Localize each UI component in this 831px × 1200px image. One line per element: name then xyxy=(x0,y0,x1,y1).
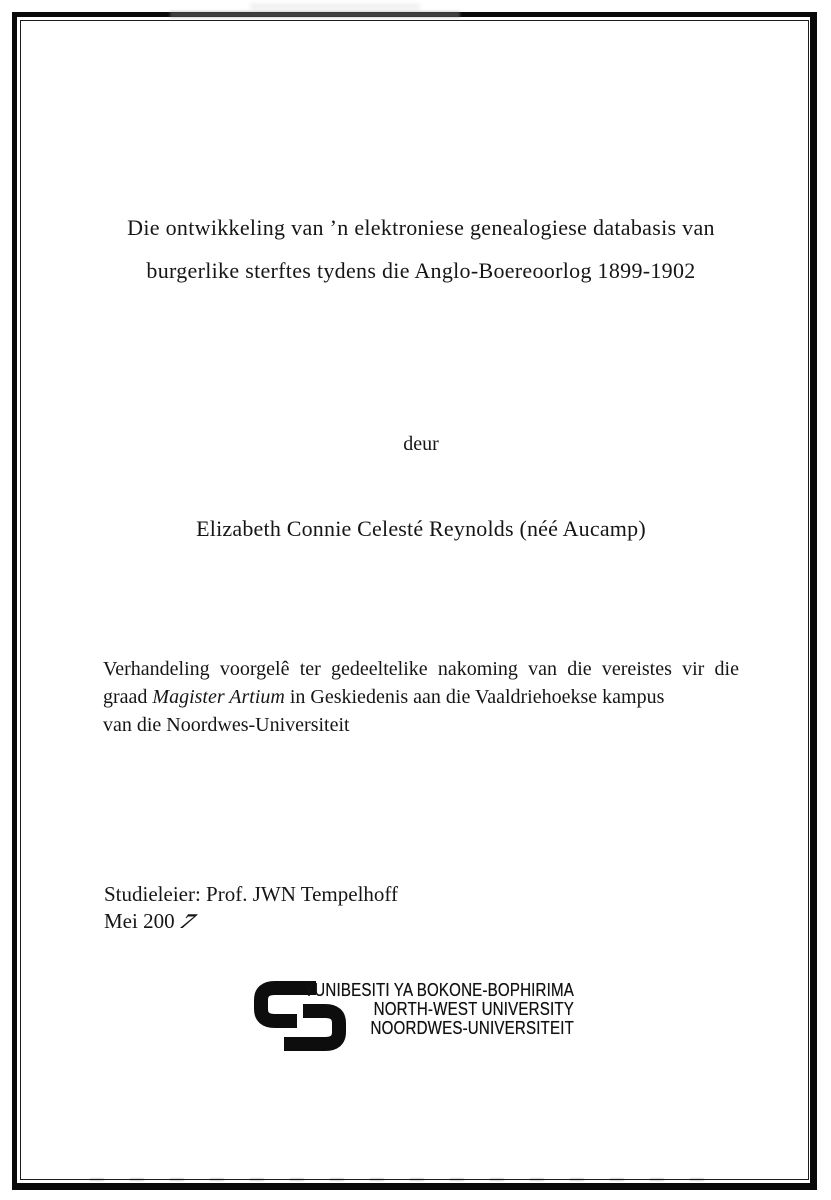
degree-name-italic: Magister Artium xyxy=(152,686,285,708)
degree-statement xyxy=(103,655,739,739)
thesis-title-line-2: burgerlike sterftes tydens die Anglo-Boereoorlog 1899-1902 xyxy=(146,258,696,283)
date-line xyxy=(104,908,604,935)
logo-line-english: NORTH-WEST UNIVERSITY xyxy=(373,999,574,1019)
footer-block xyxy=(104,881,604,935)
thesis-title xyxy=(76,206,766,292)
degree-statement-line-1: Verhandeling voorgelê ter gedeeltelike nakoming van die vereistes vir die xyxy=(103,658,739,680)
supervisor-line: Studieleier: Prof. JWN Tempelhoff xyxy=(104,882,399,906)
date-prefix: Mei 200 xyxy=(104,909,175,933)
scan-artifact xyxy=(170,11,460,18)
degree-statement-line-2-prefix: graad xyxy=(103,686,153,708)
university-logo-text xyxy=(244,981,574,1038)
date-last-digit: 7 xyxy=(173,909,202,933)
logo-line-setswana: YUNIBESITI YA BOKONE-BOPHIRIMA xyxy=(304,980,574,1000)
degree-statement-line-2 xyxy=(103,683,739,711)
thesis-title-line-1: Die ontwikkeling van ’n elektroniese genealogiese databasis van xyxy=(127,215,715,240)
degree-statement-line-3: van die Noordwes-Universiteit xyxy=(103,714,350,736)
scan-artifact xyxy=(90,1178,730,1181)
author-name: Elizabeth Connie Celesté Reynolds (néé Aucamp) xyxy=(196,516,646,541)
logo-line-afrikaans: NOORDWES-UNIVERSITEIT xyxy=(370,1018,574,1038)
byline-label: deur xyxy=(403,433,439,455)
degree-statement-line-2-suffix: in Geskiedenis aan die Vaaldriehoekse kampus xyxy=(284,686,665,708)
scan-artifact xyxy=(250,4,420,9)
